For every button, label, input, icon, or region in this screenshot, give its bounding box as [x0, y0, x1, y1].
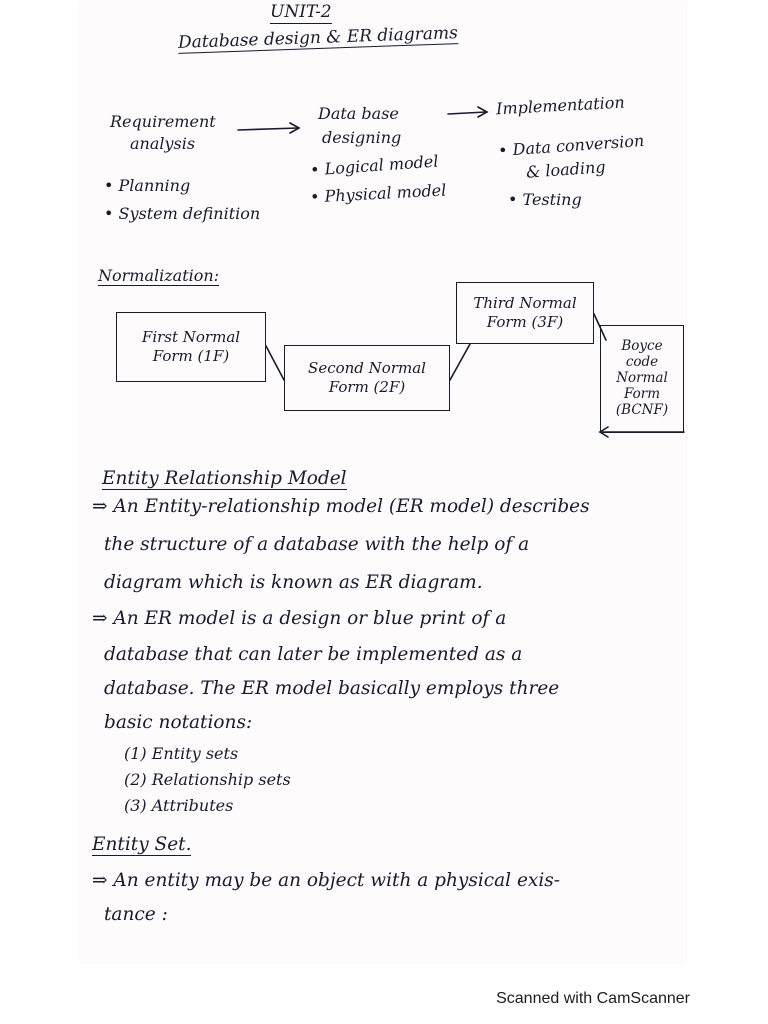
stage2-item-physical: • Physical model: [309, 180, 447, 207]
stage1-item-planning: • Planning: [104, 176, 191, 195]
entity-set-heading: Entity Set.: [92, 834, 192, 855]
er-line-3: diagram which is known as ER diagram.: [104, 572, 483, 593]
stage-implementation: Implementation: [495, 92, 626, 119]
stage3-item-testing: • Testing: [508, 190, 582, 209]
box4-line3: Normal: [616, 370, 668, 387]
box4-line2: code: [625, 354, 659, 371]
er-line-6: database. The ER model basically employs three: [104, 678, 560, 699]
arrow-design-to-implementation: [448, 112, 486, 114]
entity-set-line-2: tance :: [104, 904, 168, 925]
stage2-item-logical: • Logical model: [309, 151, 439, 180]
er-line-4: ⇒ An ER model is a design or blue print of a: [92, 608, 507, 629]
box1-line1: First Normal: [141, 328, 241, 347]
stage-requirement-line1: Requirement: [110, 112, 216, 131]
arrow-3f-to-bcnf: [594, 314, 606, 340]
arrow-requirement-to-design: [238, 128, 298, 130]
unit-heading: UNIT-2: [270, 2, 332, 22]
page-title: Database design & ER diagrams: [177, 23, 459, 53]
normalization-heading: Normalization:: [98, 266, 220, 285]
entity-set-line-1: ⇒ An entity may be an object with a physical exis-: [92, 870, 561, 891]
box2-line2: Form (2F): [328, 378, 406, 396]
scanner-watermark: Scanned with CamScanner: [496, 990, 690, 1007]
er-line-2: the structure of a database with the help of a: [104, 534, 530, 555]
er-line-5: database that can later be implemented as a: [104, 644, 523, 665]
box3-line2: Form (3F): [486, 313, 564, 331]
box4-line1: Boyce: [621, 338, 663, 355]
stage1-item-system-definition: • System definition: [104, 204, 261, 223]
stage3-item-data-conversion: • Data conversion: [497, 130, 645, 161]
stage-design-line2: designing: [322, 128, 402, 147]
box2-line1: Second Normal: [308, 359, 426, 378]
box3-line1: Third Normal: [473, 294, 577, 313]
notation-entity-sets: (1) Entity sets: [124, 744, 239, 763]
box4-line4: Form: [623, 385, 660, 402]
stage-requirement-line2: analysis: [130, 134, 196, 153]
er-line-7: basic notations:: [104, 712, 253, 733]
stage-design-line1: Data base: [318, 104, 399, 123]
er-heading: Entity Relationship Model: [102, 468, 347, 489]
box1-line2: Form (1F): [152, 347, 230, 365]
notation-relationship-sets: (2) Relationship sets: [124, 770, 291, 789]
er-line-1: ⇒ An Entity-relationship model (ER model) describes: [92, 496, 590, 517]
stage3-item-loading: & loading: [525, 157, 607, 182]
arrow-2f-to-3f: [450, 344, 470, 380]
notation-attributes: (3) Attributes: [124, 796, 234, 815]
box4-line5: (BCNF): [615, 401, 669, 418]
arrow-1f-to-2f: [266, 346, 284, 380]
